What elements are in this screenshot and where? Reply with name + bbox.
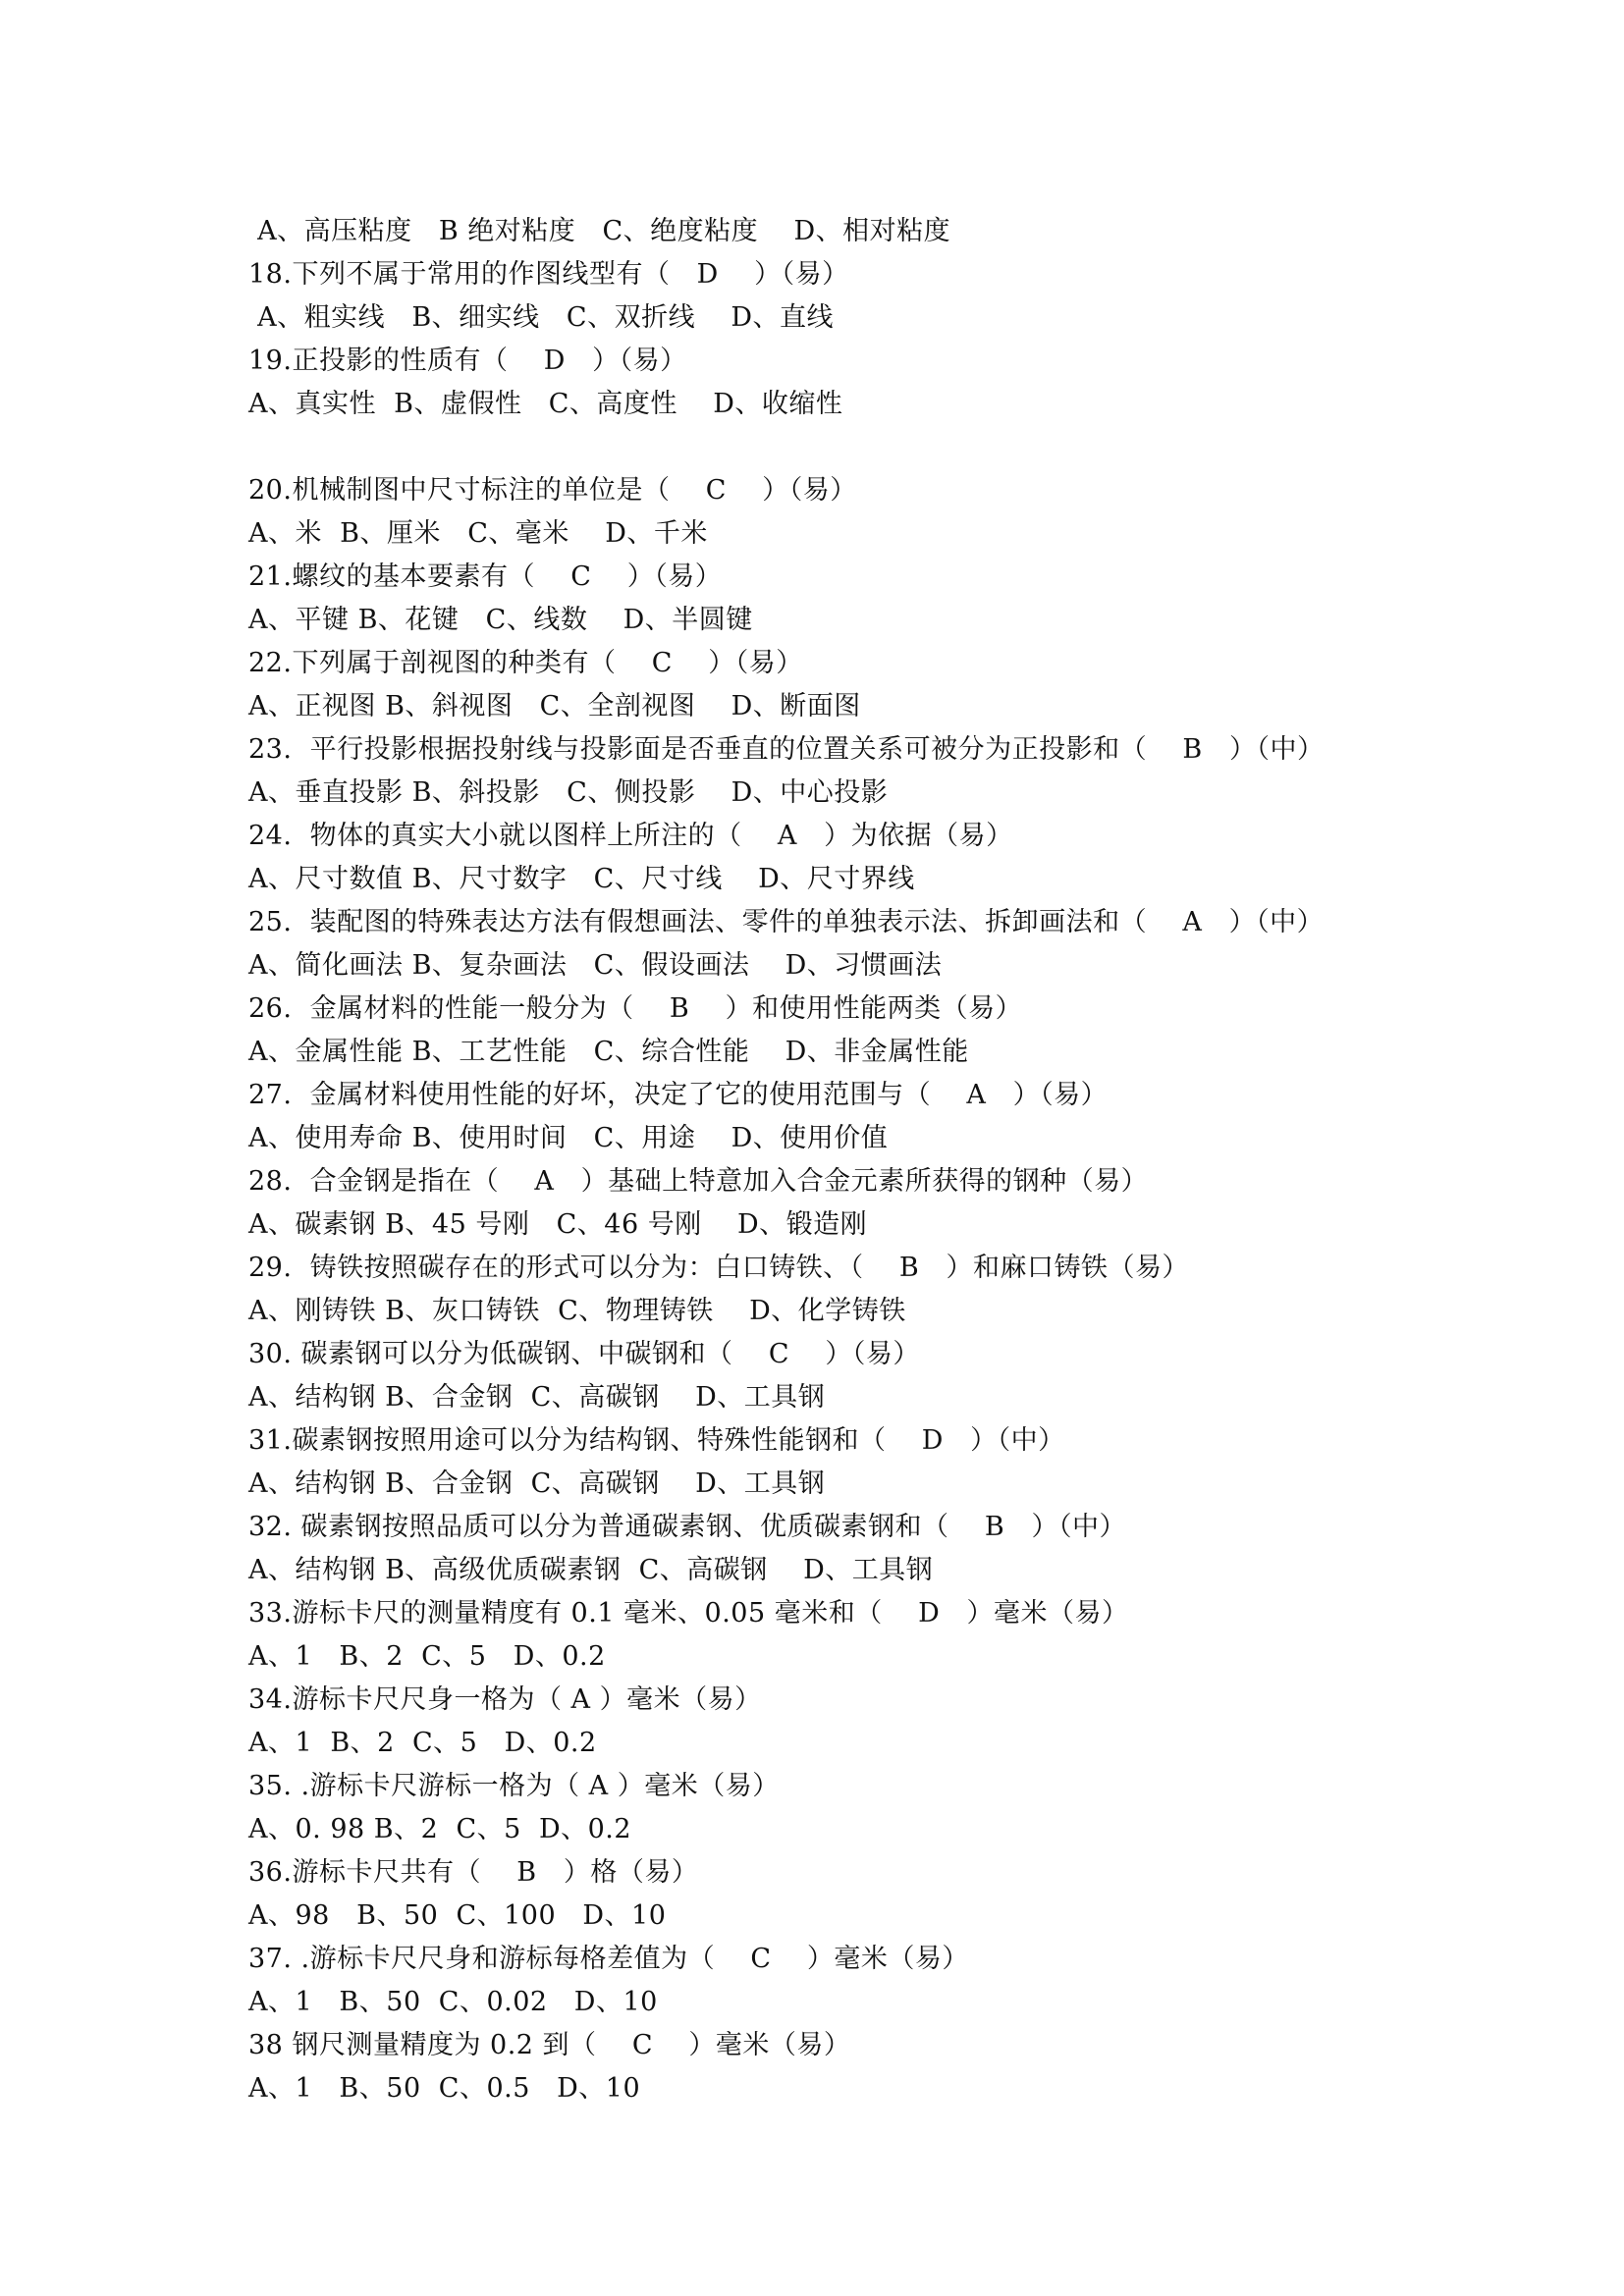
question-line: 20.机械制图中尺寸标注的单位是（ C ）（易） [248,475,857,506]
question-line: 33.游标卡尺的测量精度有 0.1 毫米、0.05 毫米和（ D ）毫米（易） [248,1598,1129,1629]
question-list [248,210,1564,2110]
option-line: A、结构钢 B、高级优质碳素钢 C、高碳钢 D、工具钢 [248,1555,934,1585]
option-line: A、简化画法 B、复杂画法 C、假设画法 D、习惯画法 [248,950,943,981]
question-line: 38 钢尺测量精度为 0.2 到（ C ）毫米（易） [248,2030,851,2060]
option-line: A、粗实线 B、细实线 C、双折线 D、直线 [248,302,835,333]
question-line: 21.螺纹的基本要素有（ C ）（易） [248,561,723,592]
question-line: 22.下列属于剖视图的种类有（ C ）（易） [248,648,803,678]
option-line: A、刚铸铁 B、灰口铸铁 C、物理铸铁 D、化学铸铁 [248,1296,906,1326]
question-line: 26. 金属材料的性能一般分为（ B ）和使用性能两类（易） [248,993,1023,1024]
option-line: A、平键 B、花键 C、线数 D、半圆键 [248,605,753,635]
option-line: A、碳素钢 B、45 号刚 C、46 号刚 D、锻造刚 [248,1209,868,1240]
question-line: 27. 金属材料使用性能的好坏，决定了它的使用范围与（ A ）（易） [248,1080,1109,1110]
option-line: A、结构钢 B、合金钢 C、高碳钢 D、工具钢 [248,1468,826,1499]
question-line: 23. 平行投影根据投射线与投影面是否垂直的位置关系可被分为正投影和（ B ）（中） [248,734,1325,765]
question-line: 36.游标卡尺共有（ B ）格（易） [248,1857,699,1888]
question-line: 29. 铸铁按照碳存在的形式可以分为：白口铸铁、（ B ）和麻口铸铁（易） [248,1253,1190,1283]
option-line: A、1 B、2 C、5 D、0.2 [248,1641,606,1672]
question-line: 37. .游标卡尺尺身和游标每格差值为（ C ）毫米（易） [248,1944,969,1974]
question-line: 31.碳素钢按照用途可以分为结构钢、特殊性能钢和（ D ）（中） [248,1425,1065,1456]
question-line: 19.正投影的性质有（ D ）（易） [248,346,687,376]
question-line: 28. 合金钢是指在（ A ）基础上特意加入合金元素所获得的钢种（易） [248,1166,1149,1197]
question-line: 25. 装配图的特殊表达方法有假想画法、零件的单独表示法、拆卸画法和（ A ）（中） [248,907,1325,937]
option-line: A、0. 98 B、2 C、5 D、0.2 [248,1814,632,1844]
option-line: A、1 B、2 C、5 D、0.2 [248,1728,597,1758]
question-line: 32. 碳素钢按照品质可以分为普通碳素钢、优质碳素钢和（ B ）（中） [248,1512,1126,1542]
option-line: A、高压粘度 B 绝对粘度 C、绝度粘度 D、相对粘度 [248,216,951,246]
option-line: A、1 B、50 C、0.5 D、10 [248,2073,641,2104]
blank-line [248,426,1564,469]
question-line: 34.游标卡尺尺身一格为（ A ）毫米（易） [248,1684,762,1715]
option-line: A、垂直投影 B、斜投影 C、侧投影 D、中心投影 [248,777,889,808]
option-line: A、98 B、50 C、100 D、10 [248,1900,667,1931]
option-line: A、结构钢 B、合金钢 C、高碳钢 D、工具钢 [248,1382,826,1413]
option-line: A、金属性能 B、工艺性能 C、综合性能 D、非金属性能 [248,1037,969,1067]
option-line: A、米 B、厘米 C、毫米 D、千米 [248,518,708,549]
option-line: A、使用寿命 B、使用时间 C、用途 D、使用价值 [248,1123,889,1153]
option-line: A、1 B、50 C、0.02 D、10 [248,1987,658,2017]
question-line: 35. .游标卡尺游标一格为（ A ）毫米（易） [248,1771,780,1801]
option-line: A、尺寸数值 B、尺寸数字 C、尺寸线 D、尺寸界线 [248,864,915,894]
question-line: 18.下列不属于常用的作图线型有（ D ）（易） [248,259,849,290]
question-line: 24. 物体的真实大小就以图样上所注的（ A ）为依据（易） [248,821,1013,851]
option-line: A、真实性 B、虚假性 C、高度性 D、收缩性 [248,389,843,419]
question-line: 30. 碳素钢可以分为低碳钢、中碳钢和（ C ）（易） [248,1339,920,1369]
option-line: A、正视图 B、斜视图 C、全剖视图 D、断面图 [248,691,861,721]
